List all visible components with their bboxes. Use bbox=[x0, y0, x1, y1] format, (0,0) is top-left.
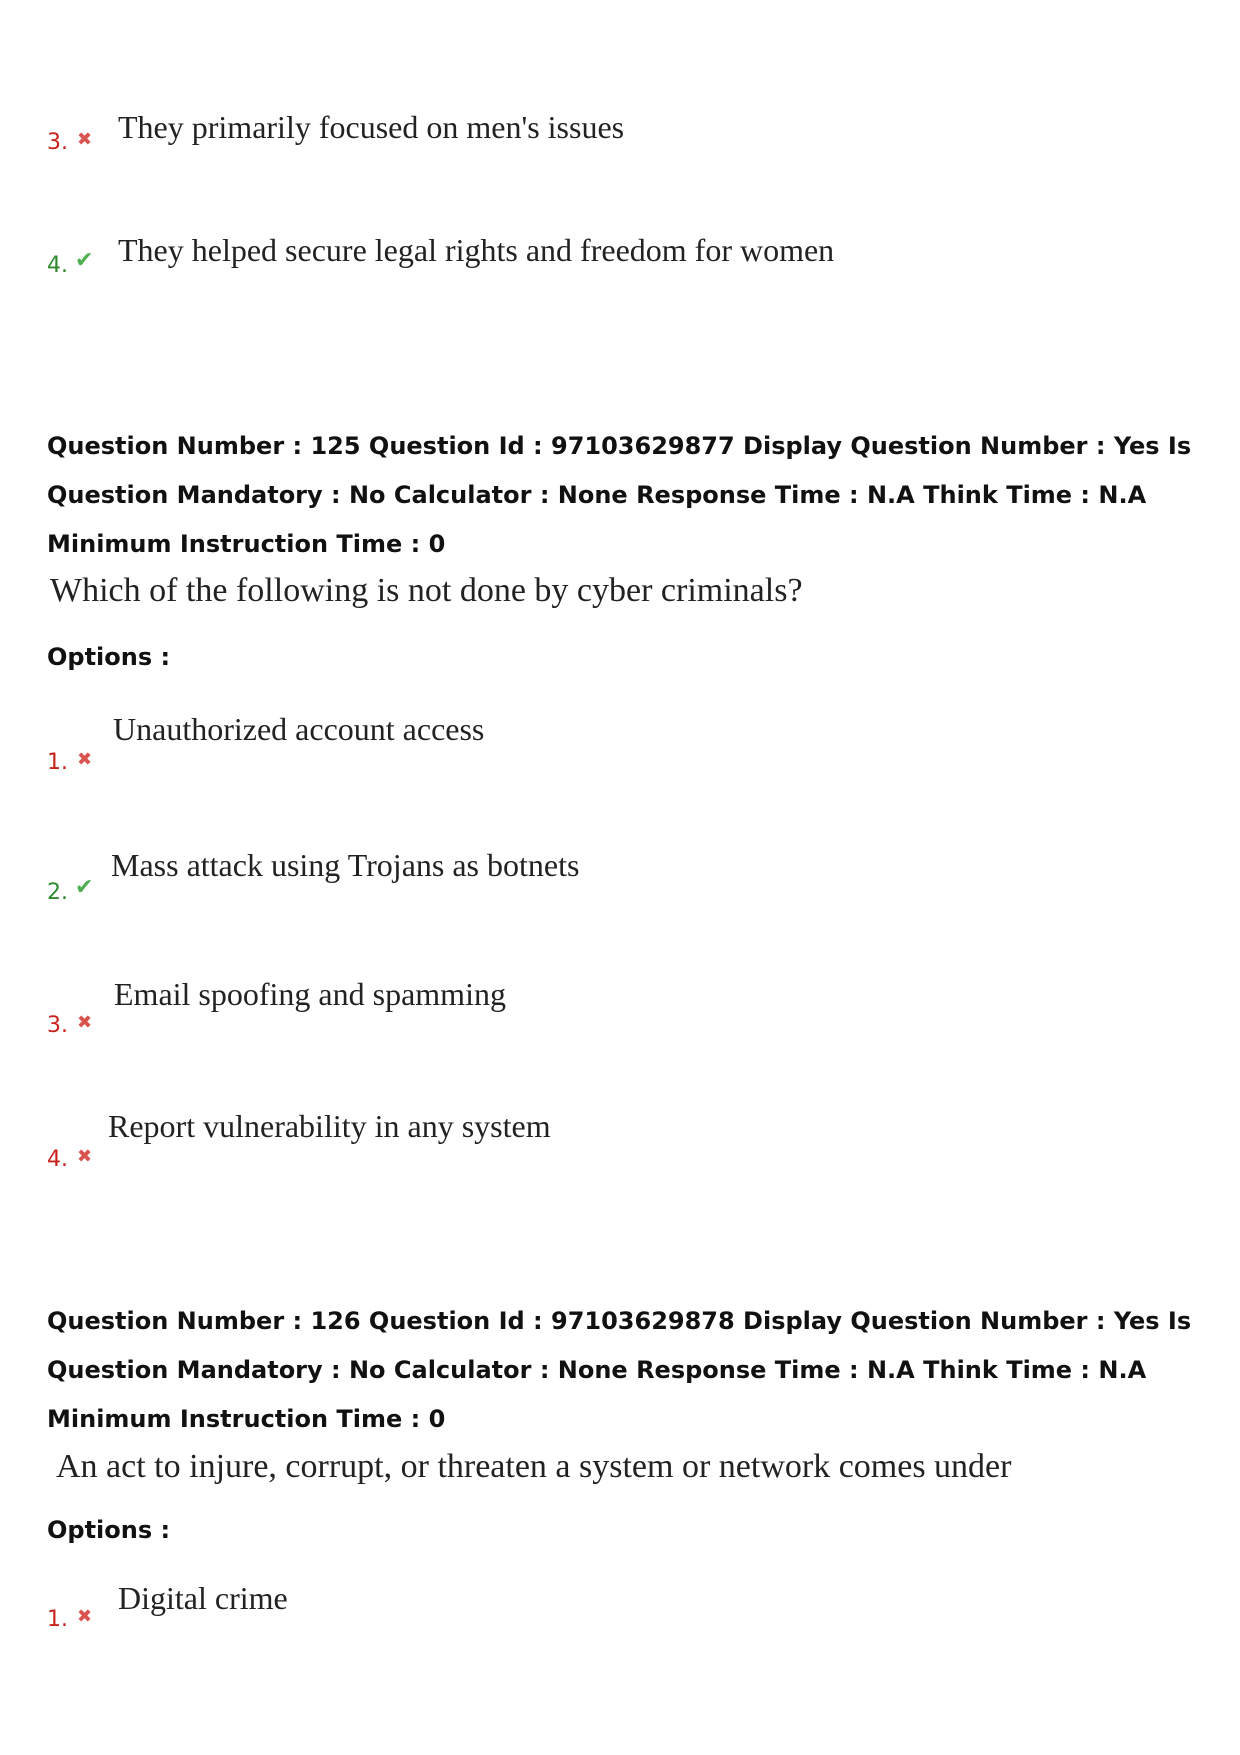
cross-icon: ✖ bbox=[77, 1606, 93, 1627]
option-number: 1. bbox=[47, 750, 68, 775]
cross-icon: ✖ bbox=[77, 749, 93, 770]
cross-icon: ✖ bbox=[77, 1146, 93, 1167]
cross-icon: ✖ bbox=[77, 129, 93, 150]
option-number: 4. bbox=[47, 253, 68, 278]
option-text: They helped secure legal rights and freedom for women bbox=[118, 232, 835, 268]
option-text: They primarily focused on men's issues bbox=[118, 109, 625, 145]
options-label: Options : bbox=[47, 643, 171, 671]
option-number: 2. bbox=[47, 880, 68, 905]
option-text: Report vulnerability in any system bbox=[108, 1108, 551, 1144]
question-meta: Question Number : 126 Question Id : 97103629878 Display Question Number : Yes Is Question Mandatory : No Calculator : None Response Time : N.A Think Time : N.A Minimum Instruction Time : 0 bbox=[47, 1307, 1192, 1433]
check-icon: ✔ bbox=[75, 248, 94, 273]
option-text: Mass attack using Trojans as botnets bbox=[111, 847, 580, 883]
option-text: Email spoofing and spamming bbox=[114, 976, 506, 1012]
options-label: Options : bbox=[47, 1516, 171, 1544]
option-text: Unauthorized account access bbox=[113, 711, 485, 747]
option-number: 1. bbox=[47, 1607, 68, 1632]
question-meta: Question Number : 125 Question Id : 97103629877 Display Question Number : Yes Is Question Mandatory : No Calculator : None Response Time : N.A Think Time : N.A Minimum Instruction Time : 0 bbox=[47, 432, 1192, 558]
option-number: 3. bbox=[47, 1013, 68, 1038]
check-icon: ✔ bbox=[75, 875, 94, 900]
question-text: An act to injure, corrupt, or threaten a system or network comes under bbox=[56, 1448, 1012, 1485]
question-text: Which of the following is not done by cyber criminals? bbox=[50, 572, 803, 609]
option-number: 3. bbox=[47, 130, 68, 155]
option-text: Digital crime bbox=[118, 1580, 288, 1616]
option-number: 4. bbox=[47, 1147, 68, 1172]
cross-icon: ✖ bbox=[77, 1012, 93, 1033]
